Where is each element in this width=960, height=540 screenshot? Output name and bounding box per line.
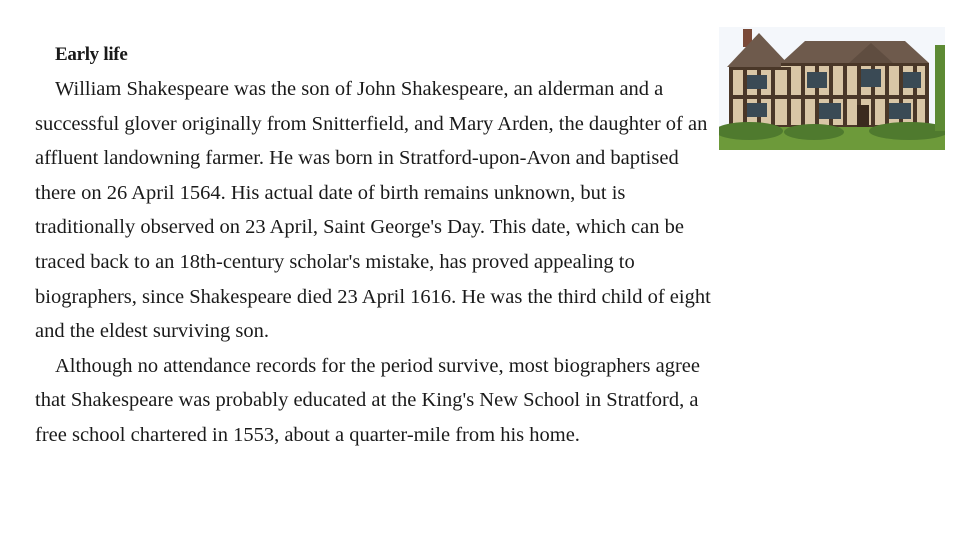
tree-edge	[935, 45, 945, 131]
slide-text-block	[35, 38, 715, 453]
hedge-middle	[784, 124, 844, 140]
house-illustration	[719, 27, 945, 150]
section-heading: Early life	[55, 44, 128, 65]
house-photo	[719, 27, 945, 150]
paragraph-1: William Shakespeare was the son of John Shakespeare, an alderman and a successful glover originally from Snitterfield, and Mary Arden, the daughter of an affluent landowning farmer. He was born in Stratford-upon-Avon and baptised there on 26 April 1564. His actual date of birth remains unknown, but is traditionally observed on 23 April, Saint George's Day. This date, which can be traced back to an 18th-century scholar's mistake, has proved appealing to biographers, since Shakespeare died 23 April 1616. He was the third child of eight and the eldest surviving son.	[35, 78, 711, 343]
paragraph-2: Although no attendance records for the period survive, most biographers agree that Shakespeare was probably educated at the King's New School in Stratford, a free school chartered in 1553, about a quarter-mile from his home.	[35, 354, 700, 446]
timber-frame	[729, 63, 929, 129]
door	[857, 105, 869, 127]
